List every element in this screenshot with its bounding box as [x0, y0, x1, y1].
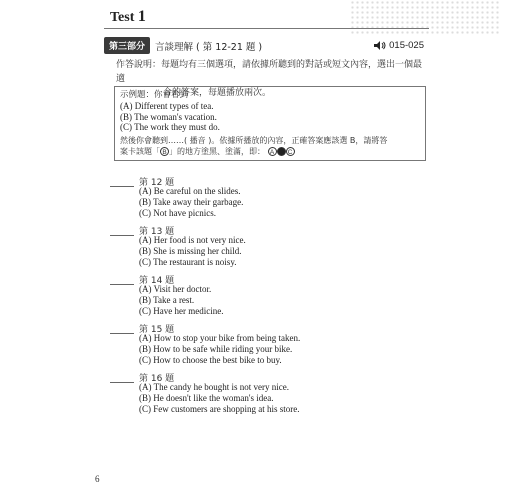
section-header: [104, 37, 424, 54]
speaker-icon: [374, 41, 386, 50]
option-c: (C) Not have picnics.: [139, 207, 216, 218]
example-option-a: (A) Different types of tea.: [120, 101, 214, 111]
option-b: (B) How to be safe while riding your bike.: [139, 343, 293, 354]
bubble-a-icon: A: [268, 147, 277, 156]
test-number: 1: [137, 8, 146, 25]
bubble-c-icon: C: [286, 147, 295, 156]
option-a: (A) Her food is not very nice.: [139, 235, 246, 245]
instruction-line-2: 合的答案，每題播放兩次。: [163, 88, 272, 98]
question-label: 第 14 題: [139, 276, 175, 286]
question-label: 第 15 題: [139, 325, 175, 335]
option-c: (C) How to choose the best bike to buy.: [139, 354, 282, 365]
example-answer-line-2: [120, 146, 420, 157]
answer-blank[interactable]: [110, 382, 134, 383]
answer-bubble-b: B: [160, 147, 169, 156]
section-name: 言談理解 ( 第 12-21 題 ): [155, 41, 263, 53]
audio-track-number: 015-025: [389, 40, 424, 51]
option-b: (B) Take away their garbage.: [139, 196, 244, 207]
option-a: (A) The candy he bought is not very nice.: [139, 382, 290, 392]
title-rule: [104, 28, 429, 29]
answer-blank[interactable]: [110, 284, 134, 285]
question-label: 第 12 題: [139, 178, 175, 188]
bubble-filled-icon: [277, 147, 286, 156]
answer-blank[interactable]: [110, 333, 134, 334]
option-b: (B) He doesn't like the woman's idea.: [139, 392, 274, 403]
question-options: [139, 186, 243, 218]
example-option-c: (C) The work they must do.: [120, 122, 220, 132]
example-box: [114, 86, 426, 161]
instruction-line-1: 作答說明：每題均有三個選項，請依據所聽到的對話或短文內容，選出一個最適: [116, 60, 423, 84]
page-number: 6: [95, 474, 100, 484]
question-options: [139, 382, 299, 414]
question-label: 第 13 題: [139, 227, 175, 237]
option-a: (A) Be careful on the slides.: [139, 186, 241, 196]
option-b: (B) She is missing her child.: [139, 245, 242, 256]
answer-text-a: 案卡該題「: [120, 146, 160, 156]
question-label: 第 16 題: [139, 374, 175, 384]
question-options: [139, 284, 223, 316]
example-option-b: (B) The woman's vacation.: [120, 111, 217, 122]
question-options: [139, 333, 300, 365]
option-b: (B) Take a rest.: [139, 294, 195, 305]
example-intro: 示例題：你會看到: [120, 90, 189, 100]
option-a: (A) How to stop your bike from being taken.: [139, 333, 301, 343]
option-c: (C) Few customers are shopping at his store.: [139, 403, 300, 414]
option-c: (C) Have her medicine.: [139, 305, 224, 316]
answer-text-b: 」的地方塗黑、塗滿，即：: [169, 146, 265, 156]
answer-blank[interactable]: [110, 235, 134, 236]
example-answer-line-1: 然後你會聽到……( 播音 )。依據所播放的內容，正確答案應該選 B，請將答: [120, 135, 388, 145]
test-label: Test: [110, 10, 135, 25]
answer-blank[interactable]: [110, 186, 134, 187]
example-answer: [120, 135, 420, 157]
test-title: [110, 8, 146, 26]
option-a: (A) Visit her doctor.: [139, 284, 212, 294]
question-options: [139, 235, 246, 267]
option-c: (C) The restaurant is noisy.: [139, 256, 237, 267]
section-badge: 第三部分: [104, 37, 150, 54]
audio-track: [374, 40, 424, 51]
